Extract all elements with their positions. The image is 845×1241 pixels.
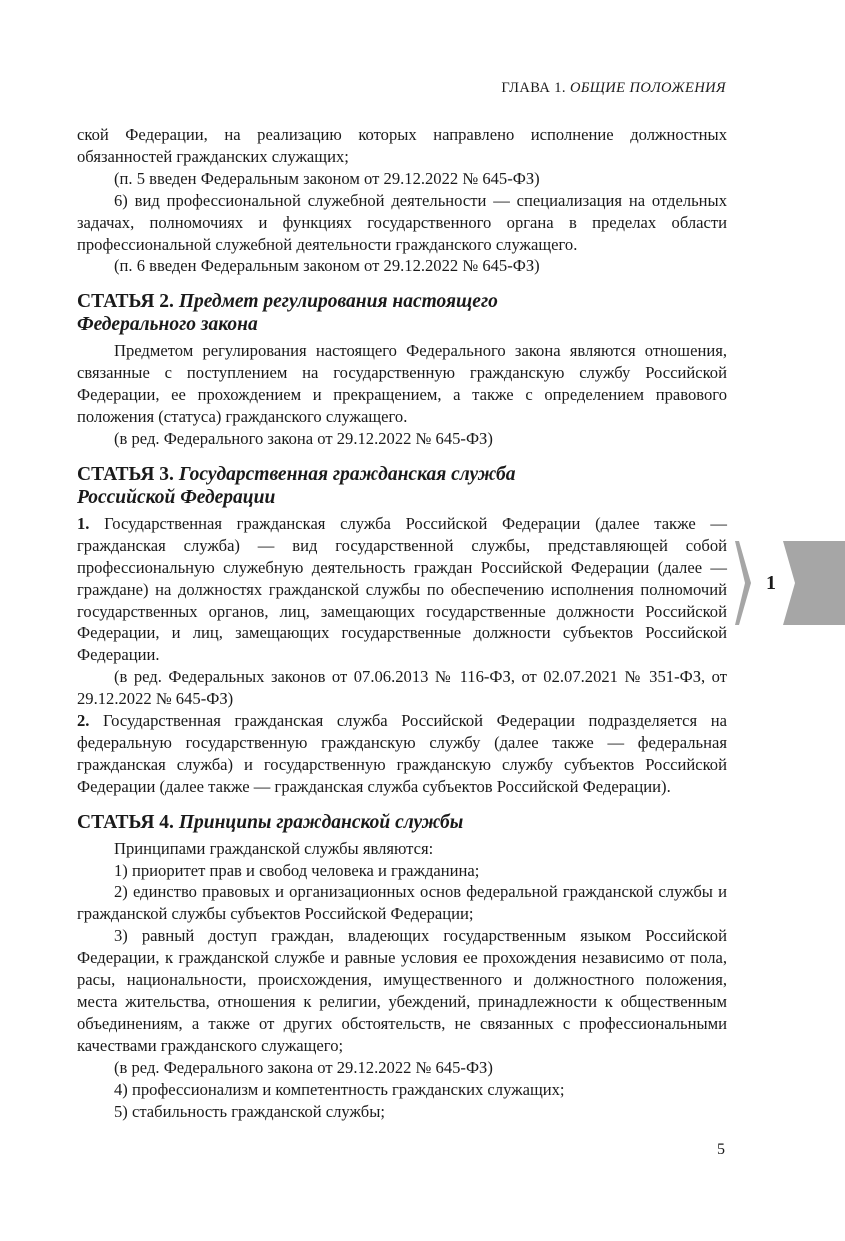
numbered-paragraph	[77, 710, 727, 798]
chapter-label: ГЛАВА 1.	[501, 80, 566, 96]
article-label: СТАТЬЯ 4.	[77, 811, 174, 833]
paragraph: Принципами гражданской службы являются:	[114, 838, 434, 858]
paragraph-number: 1.	[77, 513, 90, 533]
paragraph: (в ред. Федерального закона от 29.12.2022 № 645-ФЗ)	[114, 428, 493, 448]
paragraph: 4) профессионализм и компетентность гражданских служащих;	[114, 1079, 565, 1099]
article-label: СТАТЬЯ 2.	[77, 291, 174, 313]
paragraph: (в ред. Федеральных законов от 07.06.2013 № 116-ФЗ, от 02.07.2021 № 351-ФЗ, от 29.12.2022 № 645-ФЗ)	[77, 667, 727, 709]
article-label: СТАТЬЯ 3.	[77, 463, 174, 485]
article-heading	[77, 811, 727, 834]
paragraph: 6) вид профессиональной служебной деятельности — специализация на отдельных задачах, полномочиях и функциях государственного органа в пределах области профессиональной служебной деятельности гражданского служащего.	[77, 190, 727, 254]
paragraph-text: Государственная гражданская служба Российской Федерации (далее также — гражданская служба) — вид государственной службы, представляющей собой профессиональную служебную деятельность граждан Российской Федерации (далее — граждане) на должностях гражданской службы по обеспечению исполнения полномочий государственных органов, лиц, замещающих государственные должности Российской Федерации, и лиц, замещающих государственные должности субъектов Российской Федерации.	[77, 513, 728, 665]
page-body	[77, 124, 727, 1122]
paragraph: 5) стабильность гражданской службы;	[114, 1101, 385, 1121]
article-title-line1: Государственная гражданская служба	[178, 463, 516, 485]
article-title-line2: Федерального закона	[77, 314, 258, 336]
chapter-tab-chevron	[735, 541, 751, 625]
chapter-tab-number: 1	[766, 572, 776, 594]
paragraph: 3) равный доступ граждан, владеющих государственным языком Российской Федерации, к гражданской службе и равные условия ее прохождения независимо от пола, расы, национальности, происхождения, имущественного и должностного положения, места жительства, отношения к религии, убеждений, принадлежности к общественным объединениям, а также от других обстоятельств, не связанных с профессиональными качествами гражданского служащего;	[77, 926, 727, 1055]
paragraph: 1) приоритет прав и свобод человека и гражданина;	[114, 860, 480, 880]
running-header	[501, 80, 726, 97]
paragraph-text: Государственная гражданская служба Российской Федерации подразделяется на федеральную государственную гражданскую службу (далее также — федеральная гражданская служба) и государственную гражданскую службу субъектов Российской Федерации (далее также — гражданская служба субъектов Российской Федерации).	[77, 711, 727, 796]
paragraph-number: 2.	[77, 711, 90, 731]
article-title-line1: Принципы гражданской службы	[178, 811, 464, 833]
paragraph: ской Федерации, на реализацию которых направлено исполнение должностных обязанностей гражданских служащих;	[77, 125, 727, 166]
article-title-line1: Предмет регулирования настоящего	[178, 291, 498, 313]
article-title-line2: Российской Федерации	[77, 486, 276, 508]
chapter-tab-marker	[735, 541, 845, 625]
article-heading	[77, 290, 727, 336]
page-number: 5	[717, 1141, 725, 1158]
chapter-tab-shape	[783, 541, 845, 625]
article-heading	[77, 463, 727, 509]
paragraph: (в ред. Федерального закона от 29.12.2022 № 645-ФЗ)	[114, 1057, 493, 1077]
chapter-title: ОБЩИЕ ПОЛОЖЕНИЯ	[569, 80, 726, 96]
paragraph: 2) единство правовых и организационных основ федеральной гражданской службы и гражданской службы субъектов Российской Федерации;	[77, 882, 727, 924]
paragraph: (п. 6 введен Федеральным законом от 29.12.2022 № 645-ФЗ)	[114, 256, 540, 276]
paragraph: (п. 5 введен Федеральным законом от 29.12.2022 № 645-ФЗ)	[114, 168, 540, 188]
paragraph: Предметом регулирования настоящего Федерального закона являются отношения, связанные с поступлением на государственную гражданскую службу Российской Федерации, ее прохождением и прекращением, а также с определением правового положения (статуса) гражданского служащего.	[77, 341, 727, 427]
numbered-paragraph	[77, 513, 727, 666]
